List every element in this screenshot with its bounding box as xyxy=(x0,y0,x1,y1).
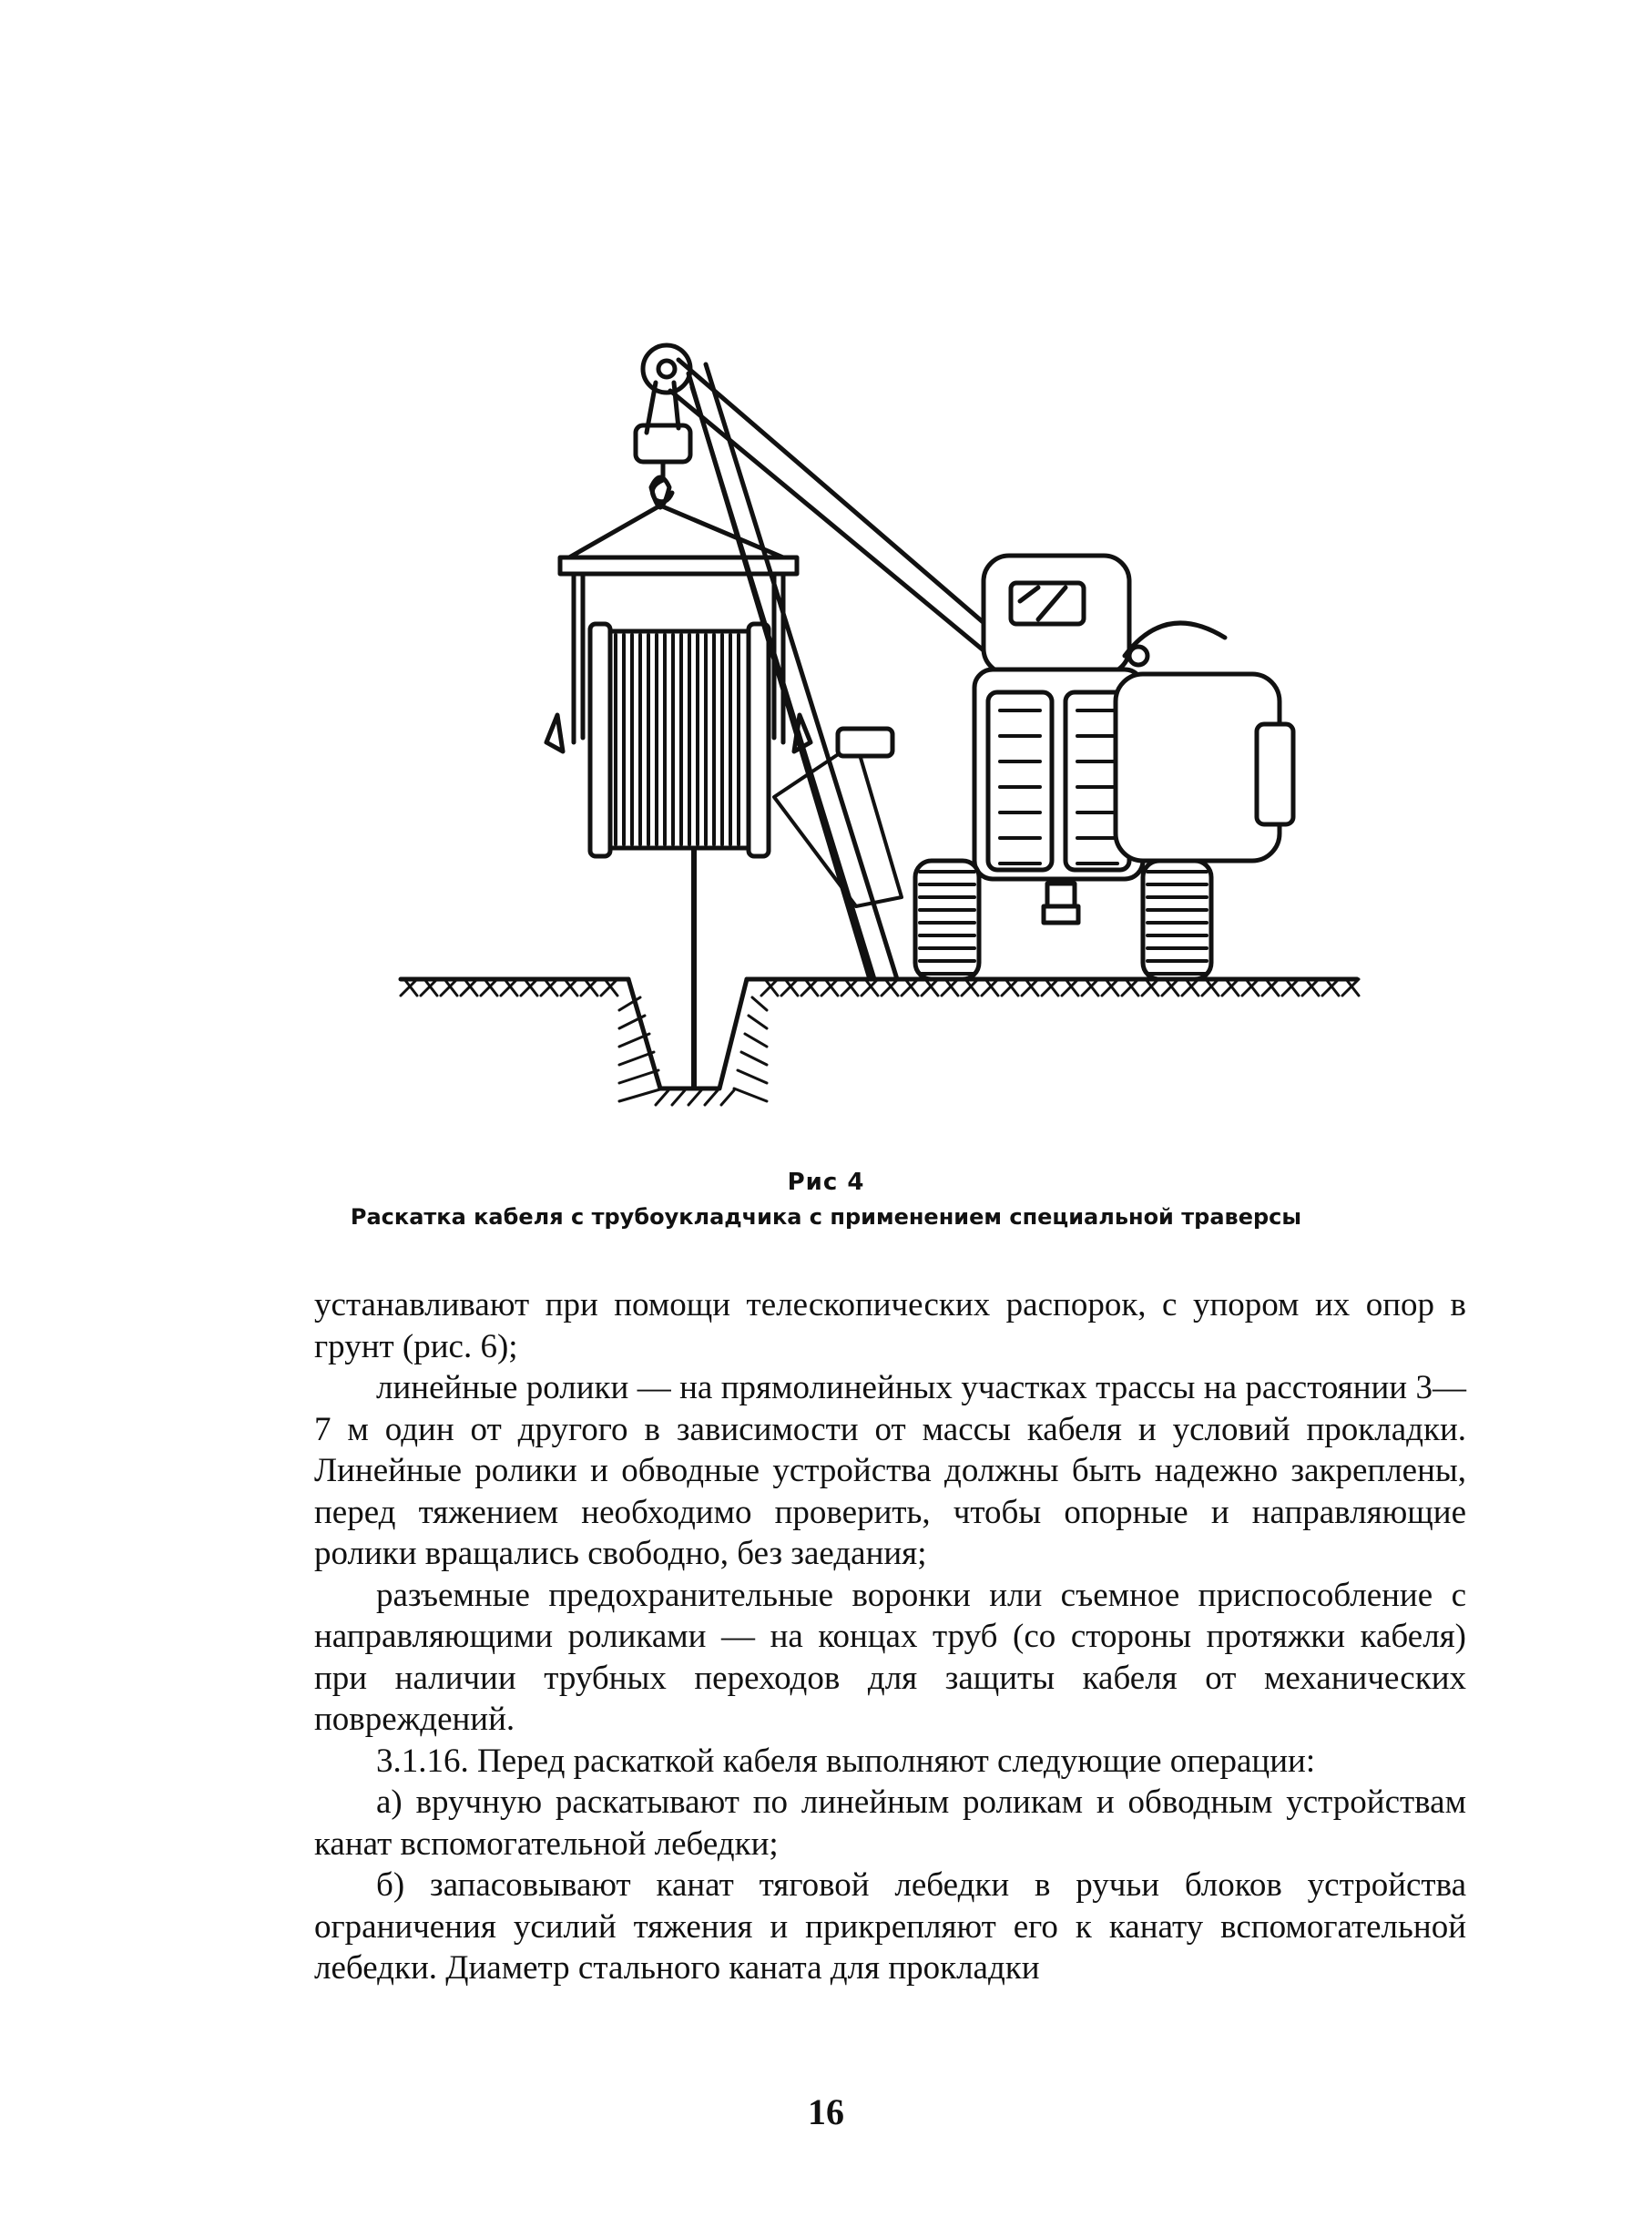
tractor-body xyxy=(974,556,1293,923)
trench-hatch-line xyxy=(738,1070,767,1083)
trench-hatch-line xyxy=(741,1052,767,1065)
page-number: 16 xyxy=(808,2091,844,2132)
figure-number: Рис 4 xyxy=(787,1169,865,1196)
pipelayer-illustration xyxy=(346,196,1439,1152)
paragraph: линейные ролики — на прямолинейных участках трассы на расстоянии 3—7 м один от другого в зависимости от массы кабеля и условий прокладки. Линейные ролики и обводные устройства должны быть надежно закреплены, перед тяжением необходимо проверить, чтобы опорные и направляющие ролики вращались свободно, без заедания; xyxy=(314,1369,1466,1572)
trench-hatch-line xyxy=(749,1016,767,1028)
trench-hatch-line xyxy=(705,1090,718,1105)
trench-hatch-line xyxy=(688,1090,701,1105)
paragraph: а) вручную раскатывают по линейным роликам и обводным устройствам канат вспомогательной лебедки; xyxy=(314,1783,1466,1863)
trench-hatch-line xyxy=(619,1088,663,1101)
trench-hatch-line xyxy=(734,1088,767,1101)
cable-drum xyxy=(590,624,769,856)
paragraph: 3.1.16. Перед раскаткой кабеля выполняют следующие операции: xyxy=(376,1742,1316,1780)
paragraph: разъемные предохранительные воронки или съемное приспособление с направляющими роликами — на концах труб (со стороны протяжки кабеля) при наличии трубных переходов для защиты кабеля от механических повреждений. xyxy=(314,1576,1466,1738)
trench-hatch-line xyxy=(619,1052,654,1065)
trench-hatch-line xyxy=(619,1070,658,1083)
figure-caption: Раскатка кабеля с трубоукладчика с применением специальной траверсы xyxy=(350,1204,1302,1230)
trench-hatch-line xyxy=(721,1090,734,1105)
trench-hatch-line xyxy=(656,1090,668,1105)
paragraph: устанавливают при помощи телескопических распорок, с упором их опор в грунт (рис. 6); xyxy=(314,1286,1466,1365)
ground-surface xyxy=(401,979,1359,996)
paragraph: б) запасовывают канат тяговой лебедки в ручьи блоков устройства ограничения усилий тяжения и прикрепляют его к канату вспомогательной лебедки. Диаметр стального каната для прокладки xyxy=(314,1866,1466,1987)
body-text xyxy=(314,1284,1466,1989)
trench-hatch-line xyxy=(745,1034,767,1047)
trench-hatch-line xyxy=(672,1090,685,1105)
pipelayer-cable-drum-figure xyxy=(346,196,1439,1152)
trench-hatch-line xyxy=(752,997,767,1010)
